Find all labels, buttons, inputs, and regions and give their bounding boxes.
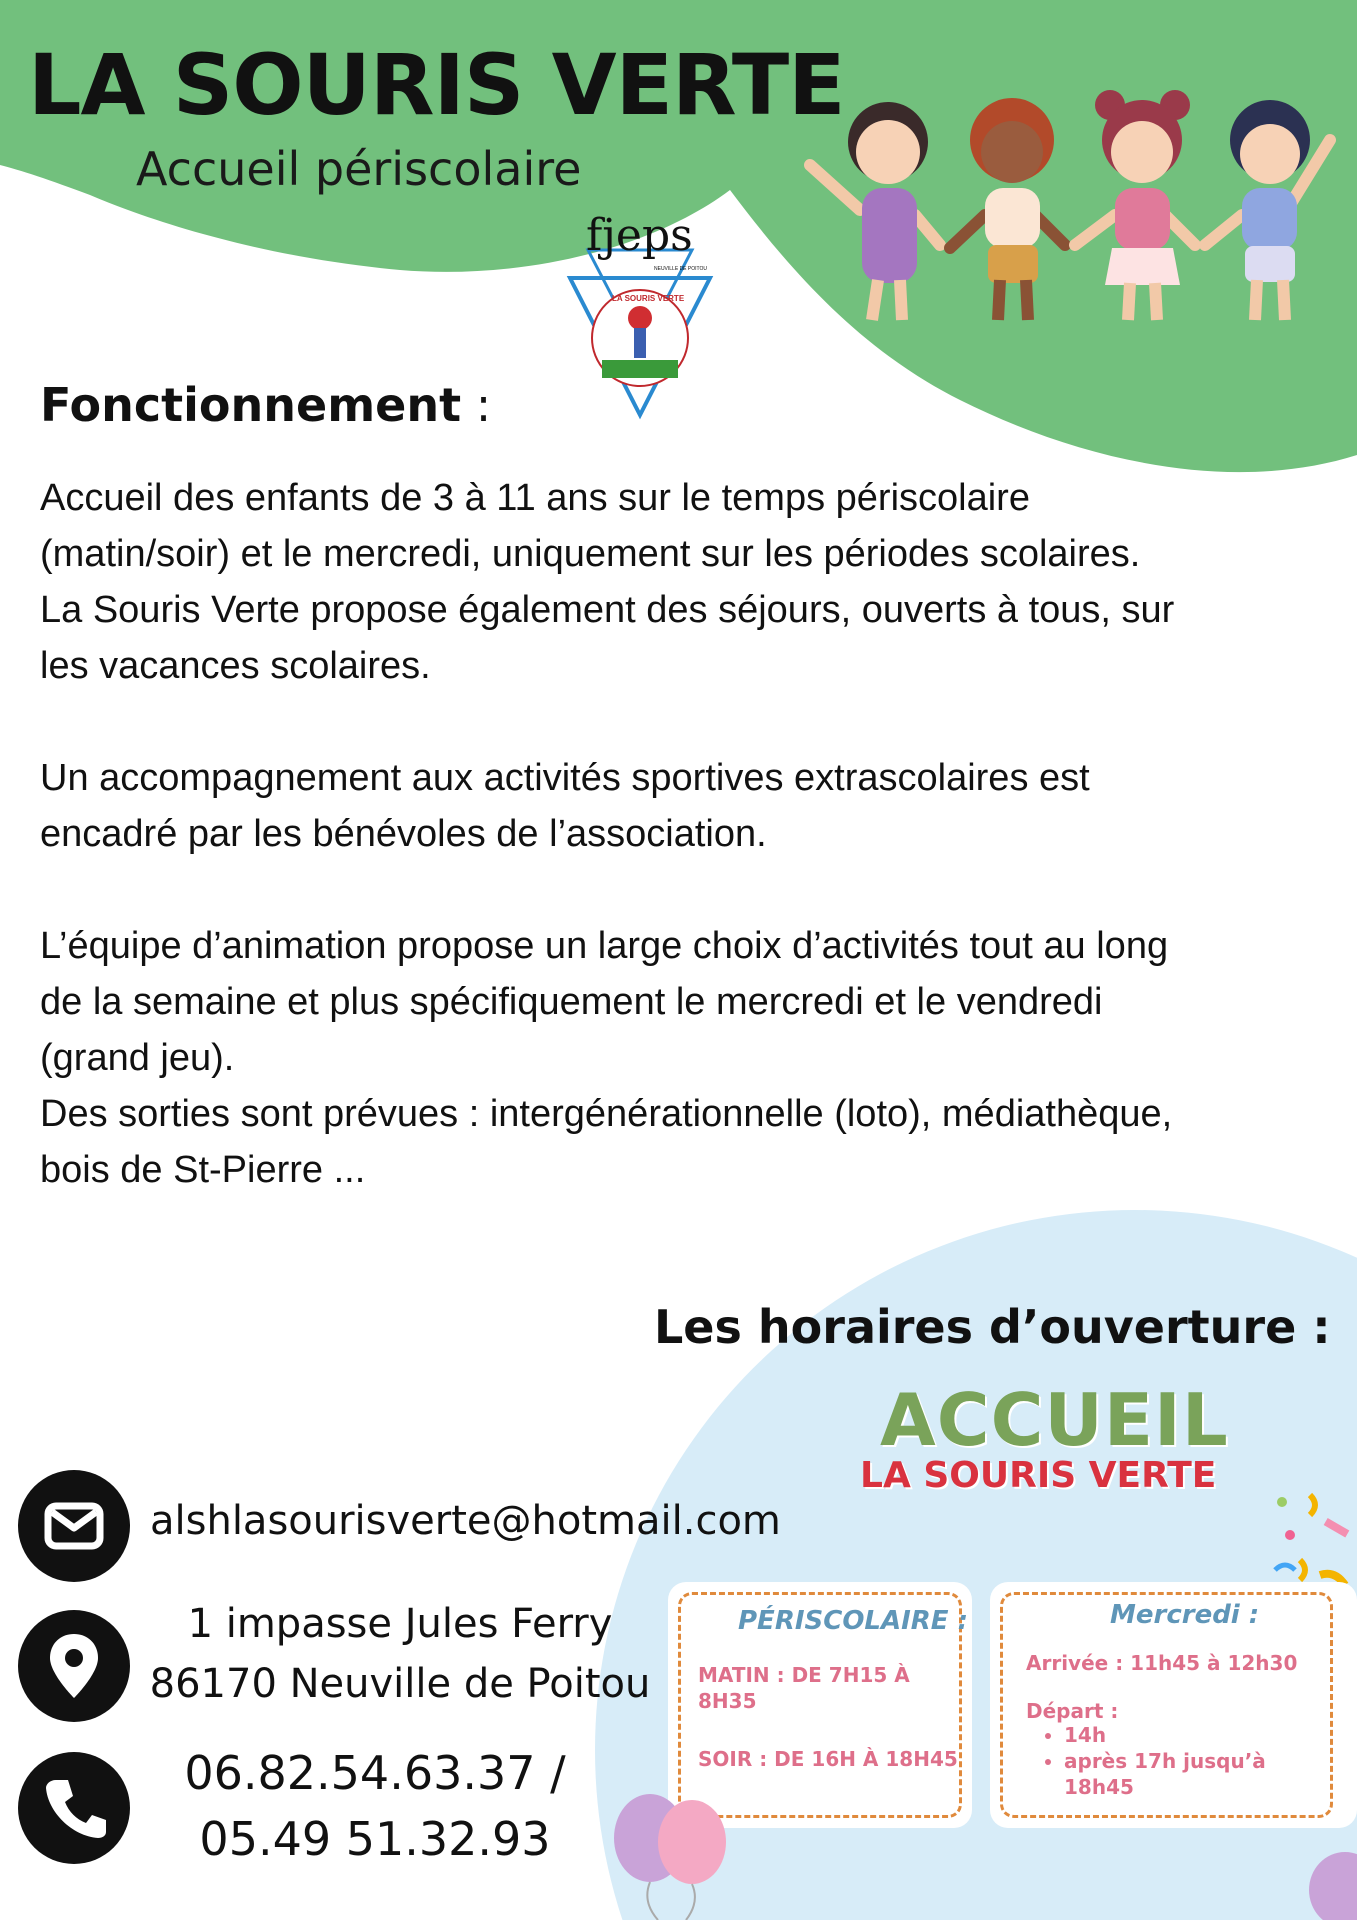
phone-icon — [18, 1752, 130, 1864]
list-item: • 14h — [1064, 1722, 1316, 1748]
address-line-2: 86170 Neuville de Poitou — [149, 1661, 651, 1707]
contact-phone — [150, 1740, 600, 1872]
children-illustration — [790, 80, 1340, 330]
periscolaire-soir: SOIR : DE 16H À 18H45 — [698, 1747, 958, 1771]
list-item: • après 17h jusqu’à 18h45 — [1064, 1748, 1316, 1800]
phone-line-2: 05.49 51.32.93 — [199, 1812, 551, 1866]
logo-badge-text: LA SOURIS VERTE — [612, 294, 685, 303]
accueil-heading: ACCUEIL — [880, 1378, 1229, 1462]
child-figure — [1075, 90, 1195, 320]
logo-brand: fjeps — [586, 210, 693, 261]
phone-line-1: 06.82.54.63.37 / — [184, 1746, 566, 1800]
mercredi-card — [990, 1582, 1357, 1828]
mercredi-depart-label: Départ : — [1026, 1699, 1119, 1723]
address-line-1: 1 impasse Jules Ferry — [187, 1601, 613, 1647]
paragraph: Accueil des enfants de 3 à 11 ans sur le temps périscolaire (matin/soir) et le mercredi, uniquement sur les périodes scolaires. — [40, 477, 1141, 575]
page-title: LA SOURIS VERTE — [28, 36, 845, 134]
email-icon — [18, 1470, 130, 1582]
paragraph: Un accompagnement aux activités sportives extrascolaires est encadré par les bénévoles de l’association. — [40, 757, 1090, 855]
section-title — [40, 378, 491, 432]
section-title-text: Fonctionnement — [40, 378, 462, 432]
paragraph: L’équipe d’animation propose un large choix d’activités tout au long de la semaine et plus spécifiquement le mercredi et le vendredi (grand jeu). — [40, 925, 1169, 1079]
mercredi-title: Mercredi : — [1110, 1600, 1260, 1630]
balloons-decoration — [600, 1780, 760, 1920]
child-figure — [1205, 100, 1330, 320]
mercredi-arrivee: Arrivée : 11h45 à 12h30 — [1026, 1651, 1298, 1675]
accueil-subheading: LA SOURIS VERTE — [860, 1455, 1217, 1496]
description-text — [40, 470, 1220, 1198]
paragraph: La Souris Verte propose également des séjours, ouverts à tous, sur les vacances scolaires. — [40, 589, 1175, 687]
child-figure — [950, 98, 1065, 320]
page-subtitle: Accueil périscolaire — [136, 142, 582, 196]
child-figure — [810, 102, 940, 320]
mercredi-depart-list — [1026, 1722, 1316, 1800]
contact-address — [140, 1594, 660, 1714]
periscolaire-matin: MATIN : DE 7H15 À 8H35 — [698, 1663, 910, 1713]
section-title-colon: : — [461, 378, 492, 432]
balloon-decoration — [1300, 1850, 1357, 1920]
contact-email: alshlasourisverte@hotmail.com — [150, 1498, 781, 1544]
fjeps-logo — [550, 210, 730, 420]
periscolaire-title: PÉRISCOLAIRE : — [738, 1606, 969, 1636]
hours-title: Les horaires d’ouverture : — [654, 1300, 1331, 1354]
location-pin-icon — [18, 1610, 130, 1722]
paragraph: Des sorties sont prévues : intergénérationnelle (loto), médiathèque, bois de St-Pierre ... — [40, 1093, 1173, 1191]
logo-tagline: NEUVILLE DE POITOU — [654, 266, 707, 272]
